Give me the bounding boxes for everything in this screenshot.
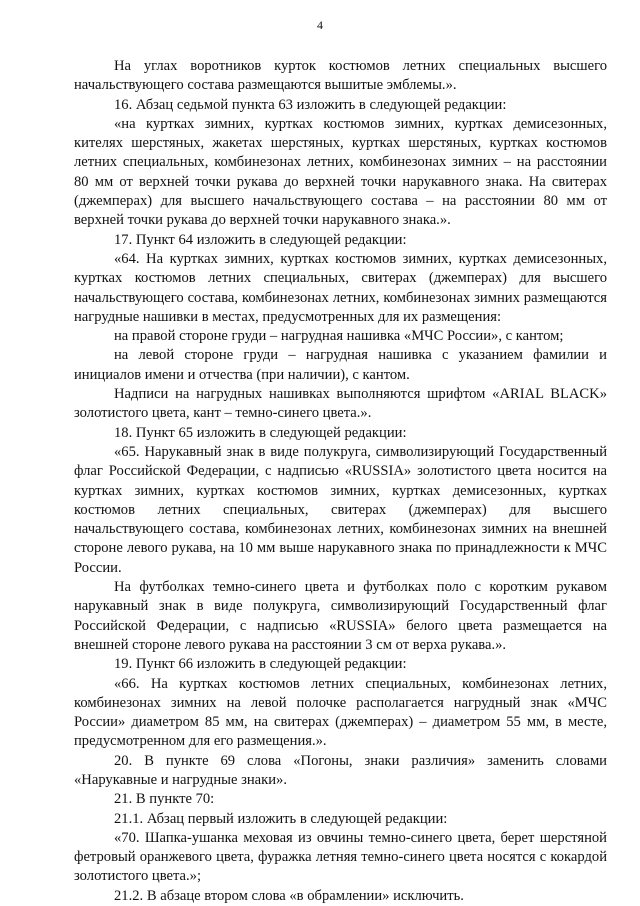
paragraph: На футболках темно-синего цвета и футболках поло с коротким рукавом нарукавный знак в виде полукруга, символизирующий Государственный флаг Российской Федерации, с надписью «RUSSIA» белого цвета размещается на внешней стороне левого рукава на расстоянии 3 см от верха рукава.».: [74, 579, 607, 653]
paragraph: 21.1. Абзац первый изложить в следующей редакции:: [114, 810, 448, 827]
paragraph: На углах воротников курток костюмов летних специальных высшего начальствующего состава размещаются вышитые эмблемы.».: [74, 58, 607, 94]
paragraph: 20. В пункте 69 слова «Погоны, знаки различия» заменить словами «Нарукавные и нагрудные знаки».: [74, 752, 607, 788]
paragraph: «на куртках зимних, куртках костюмов зимних, куртках демисезонных, кителях шерстяных, жакетах шерстяных, куртках шерстяных, куртках костюмов летних специальных, комбинезонах летних, комбинезонах зимних – на расстоянии 80 мм от верхней точки рукава до верхней точки нарукавного знака. На свитерах (джемперах) для высшего начальствующего состава – на расстоянии 80 мм от верхней точки рукава до верхней точки нарукавного знака.».: [74, 115, 607, 229]
paragraph: 21.2. В абзаце втором слова «в обрамлении» исключить.: [114, 887, 464, 904]
paragraph: 18. Пункт 65 изложить в следующей редакции:: [114, 424, 407, 441]
document-body: [74, 57, 607, 906]
paragraph: 21. В пункте 70:: [114, 791, 215, 808]
paragraph: «70. Шапка-ушанка меховая из овчины темно-синего цвета, берет шерстяной фетровый оранжевого цвета, фуражка летняя темно-синего цвета носятся с кокардой золотистого цвета.»;: [74, 829, 607, 885]
paragraph: 17. Пункт 64 изложить в следующей редакции:: [114, 231, 407, 248]
paragraph: Надписи на нагрудных нашивках выполняются шрифтом «ARIAL BLACK» золотистого цвета, кант – темно-синего цвета.».: [74, 386, 607, 422]
paragraph: 19. Пункт 66 изложить в следующей редакции:: [114, 656, 407, 673]
paragraph: «66. На куртках костюмов летних специальных, комбинезонах летних, комбинезонах зимних на левой полочке располагается нагрудный знак «МЧС России» диаметром 85 мм, на свитерах (джемперах) – диаметром 55 мм, в месте, предусмотренном для его размещения.».: [74, 675, 607, 750]
paragraph: на правой стороне груди – нагрудная нашивка «МЧС России», с кантом;: [114, 328, 564, 345]
page-number: 4: [317, 18, 323, 32]
paragraph: «65. Нарукавный знак в виде полукруга, символизирующий Государственный флаг Российской Федерации, с надписью «RUSSIA» золотистого цвета носится на куртках зимних, куртках костюмов зимних, куртках демисезонных, куртках костюмов летних специальных, свитерах (джемперах) для высшего начальствующего состава, комбинезонах летних, комбинезонах зимних на внешней стороне левого рукава, на 10 мм выше нарукавного знака по принадлежности к МЧС России.: [74, 443, 607, 576]
paragraph: «64. На куртках зимних, куртках костюмов зимних, куртках демисезонных, куртках костюмов летних специальных, свитерах (джемперах) для высшего начальствующего состава, комбинезонах летних, комбинезонах зимних размещаются нагрудные нашивки в местах, предусмотренных для их размещения:: [74, 250, 607, 325]
paragraph: на левой стороне груди – нагрудная нашивка с указанием фамилии и инициалов имени и отчества (при наличии), с кантом.: [74, 347, 607, 383]
paragraph: 16. Абзац седьмой пункта 63 изложить в следующей редакции:: [114, 96, 507, 113]
